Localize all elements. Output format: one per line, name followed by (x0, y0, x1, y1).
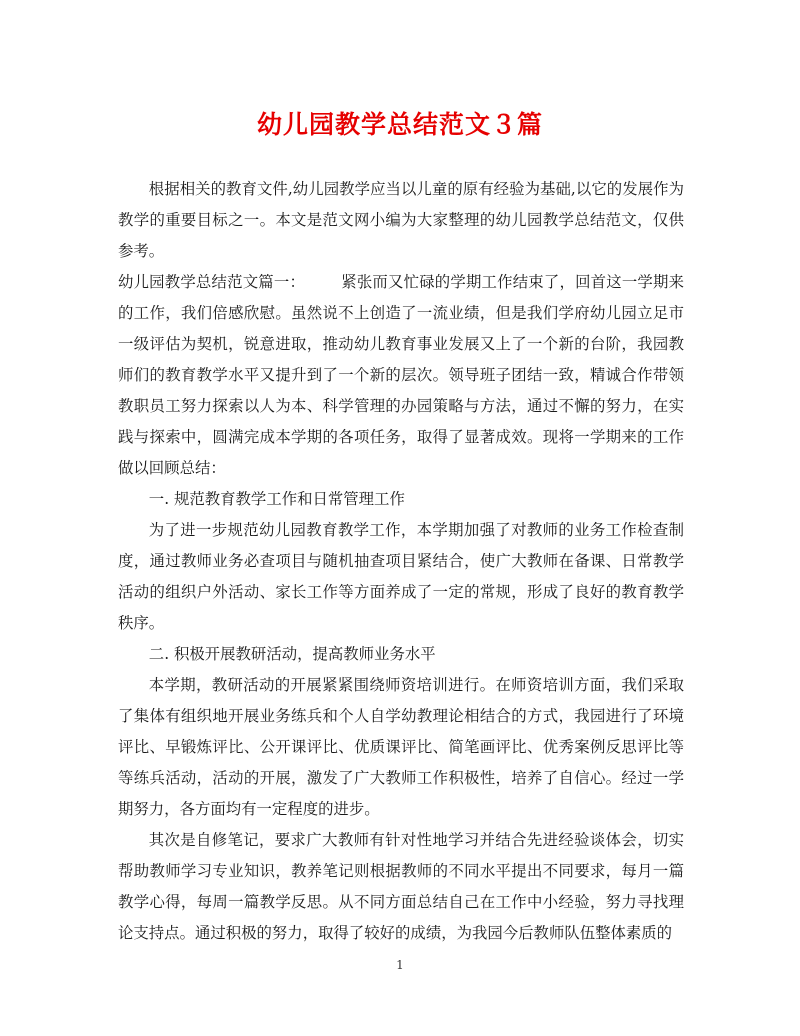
section-heading-2: 二. 积极开展教研活动，提高教师业务水平 (148, 645, 436, 663)
section-heading-1: 一. 规范教育教学工作和日常管理工作 (148, 490, 405, 508)
document-body (118, 174, 684, 949)
page-number: 1 (396, 958, 404, 972)
section1-paragraph (118, 267, 684, 484)
paragraph-1: 为了进一步规范幼儿园教育教学工作，本学期加强了对教师的业务工作检查制度，通过教师业务必查项目与随机抽查项目紧结合，使广大教师在备课、日常教学活动的组织户外活动、家长工作等方面养成了一定的常规，形成了良好的教育教学秩序。 (118, 521, 684, 632)
document-title: 幼儿园教学总结范文３篇 (256, 110, 543, 139)
paragraph-3: 其次是自修笔记，要求广大教师有针对性地学习并结合先进经验谈体会，切实帮助教师学习专业知识，教养笔记则根据教师的不同水平提出不同要求，每月一篇教学心得，每周一篇教学反思。从不同方面总结自己在工作中小经验，努力寻找理论支持点。通过积极的努力，取得了较好的成绩，为我园今后教师队伍整体素质的 (118, 831, 684, 942)
section1-label: 幼儿园教学总结范文篇一： (118, 273, 306, 291)
intro-paragraph: 根据相关的教育文件,幼儿园教学应当以儿童的原有经验为基础,以它的发展作为教学的重要目标之一。本文是范文网小编为大家整理的幼儿园教学总结范文，仅供参考。 (118, 180, 684, 260)
paragraph-2: 本学期，教研活动的开展紧紧围绕师资培训进行。在师资培训方面，我们采取了集体有组织地开展业务练兵和个人自学幼教理论相结合的方式，我园进行了环境评比、早锻炼评比、公开课评比、优质课评比、简笔画评比、优秀案例反思评比等等练兵活动，活动的开展，激发了广大教师工作积极性，培养了自信心。经过一学期努力，各方面均有一定程度的进步。 (118, 676, 684, 818)
section1-text: 紧张而又忙碌的学期工作结束了，回首这一学期来的工作，我们倍感欣慰。虽然说不上创造了一流业绩，但是我们学府幼儿园立足市一级评估为契机，锐意进取，推动幼儿教育事业发展又上了一个新的台阶，我园教师们的教育教学水平又提升到了一个新的层次。领导班子团结一致，精诚合作带领教职员工努力探索以人为本、科学管理的办园策略与方法，通过不懈的努力，在实践与探索中，圆满完成本学期的各项任务，取得了显著成效。现将一学期来的工作做以回顾总结： (118, 273, 684, 477)
